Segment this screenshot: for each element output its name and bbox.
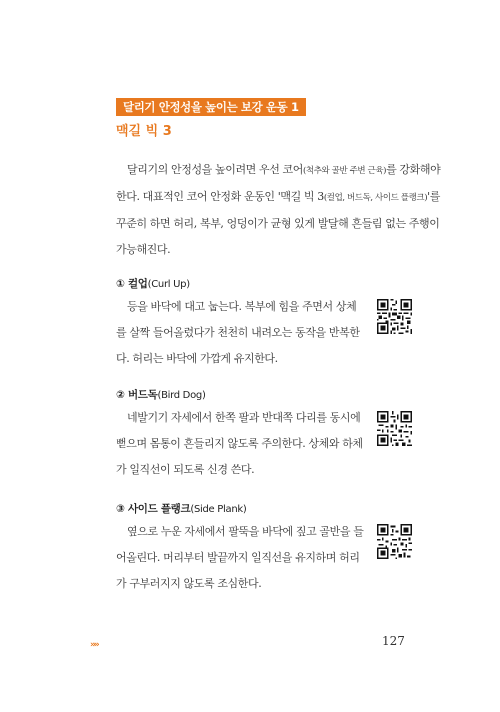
- page-title: 맥길 빅 3: [116, 124, 172, 139]
- intro-text-1: 달리기의 안정성을 높이려면 우선 코어: [127, 163, 304, 176]
- intro-note-1: (척추와 골반 주변 근육): [303, 166, 387, 176]
- exercise-line-1: 네발기기 자세에서 한쪽 팔과 반대쪽 다리를 동시에: [127, 411, 361, 424]
- exercise-name-en: (Side Plank): [190, 504, 247, 515]
- intro-paragraph: [116, 157, 446, 263]
- exercise-description-side-plank: [116, 519, 369, 597]
- intro-text-3: '를 꾸준히 하면 허리, 복부, 엉덩이가 균형 있게 발달해 흔들림 없는 주행이 가능해진다.: [116, 190, 440, 256]
- intro-text-2: 를 강화해야 한다. 대표적인 코어 안정화 운동인 '맥길 빅 3: [116, 163, 441, 203]
- exercise-line-1: 옆으로 누운 자세에서 팔뚝을 바닥에 짚고 골반을 들: [127, 525, 364, 538]
- exercise-name: 사이드 플랭크: [127, 503, 191, 515]
- exercise-heading-bird-dog: [116, 387, 206, 402]
- footer-arrow-mark: »»: [90, 640, 98, 650]
- exercise-description-bird-dog: [116, 405, 369, 483]
- exercise-name: 버드독: [127, 389, 158, 401]
- intro-note-2: (컬업, 버드독, 사이드 플랭크): [323, 193, 428, 203]
- exercise-number: ②: [116, 389, 125, 401]
- exercise-number: ①: [116, 278, 125, 290]
- exercise-description-curl-up: [116, 294, 369, 372]
- exercise-line-rest: 를 살짝 들어올렸다가 천천히 내려오는 동작을 반복한다. 허리는 바닥에 가깝게 유지한다.: [116, 326, 360, 365]
- exercise-name-en: (Bird Dog): [157, 390, 206, 401]
- exercise-heading-side-plank: [116, 501, 246, 516]
- exercise-name-en: (Curl Up): [147, 279, 190, 290]
- exercise-line-rest: 어올린다. 머리부터 발끝까지 일직선을 유지하며 허리가 구부러지지 않도록 조심한다.: [116, 551, 360, 590]
- exercise-line-rest: 뻗으며 몸통이 흔들리지 않도록 주의한다. 상체와 하체가 일직선이 되도록 신경 쓴다.: [116, 437, 363, 476]
- qr-code-icon[interactable]: [377, 299, 412, 334]
- qr-code-icon[interactable]: [377, 524, 412, 559]
- exercise-line-1: 등을 바닥에 대고 눕는다. 복부에 힘을 주면서 상체: [127, 300, 357, 313]
- exercise-name: 컬업: [127, 278, 148, 290]
- exercise-heading-curl-up: [116, 276, 190, 291]
- section-tag: 달리기 안정성을 높이는 보강 운동 1: [116, 98, 306, 116]
- page-number: 127: [382, 634, 405, 648]
- qr-code-icon[interactable]: [377, 411, 412, 446]
- exercise-number: ③: [116, 503, 125, 515]
